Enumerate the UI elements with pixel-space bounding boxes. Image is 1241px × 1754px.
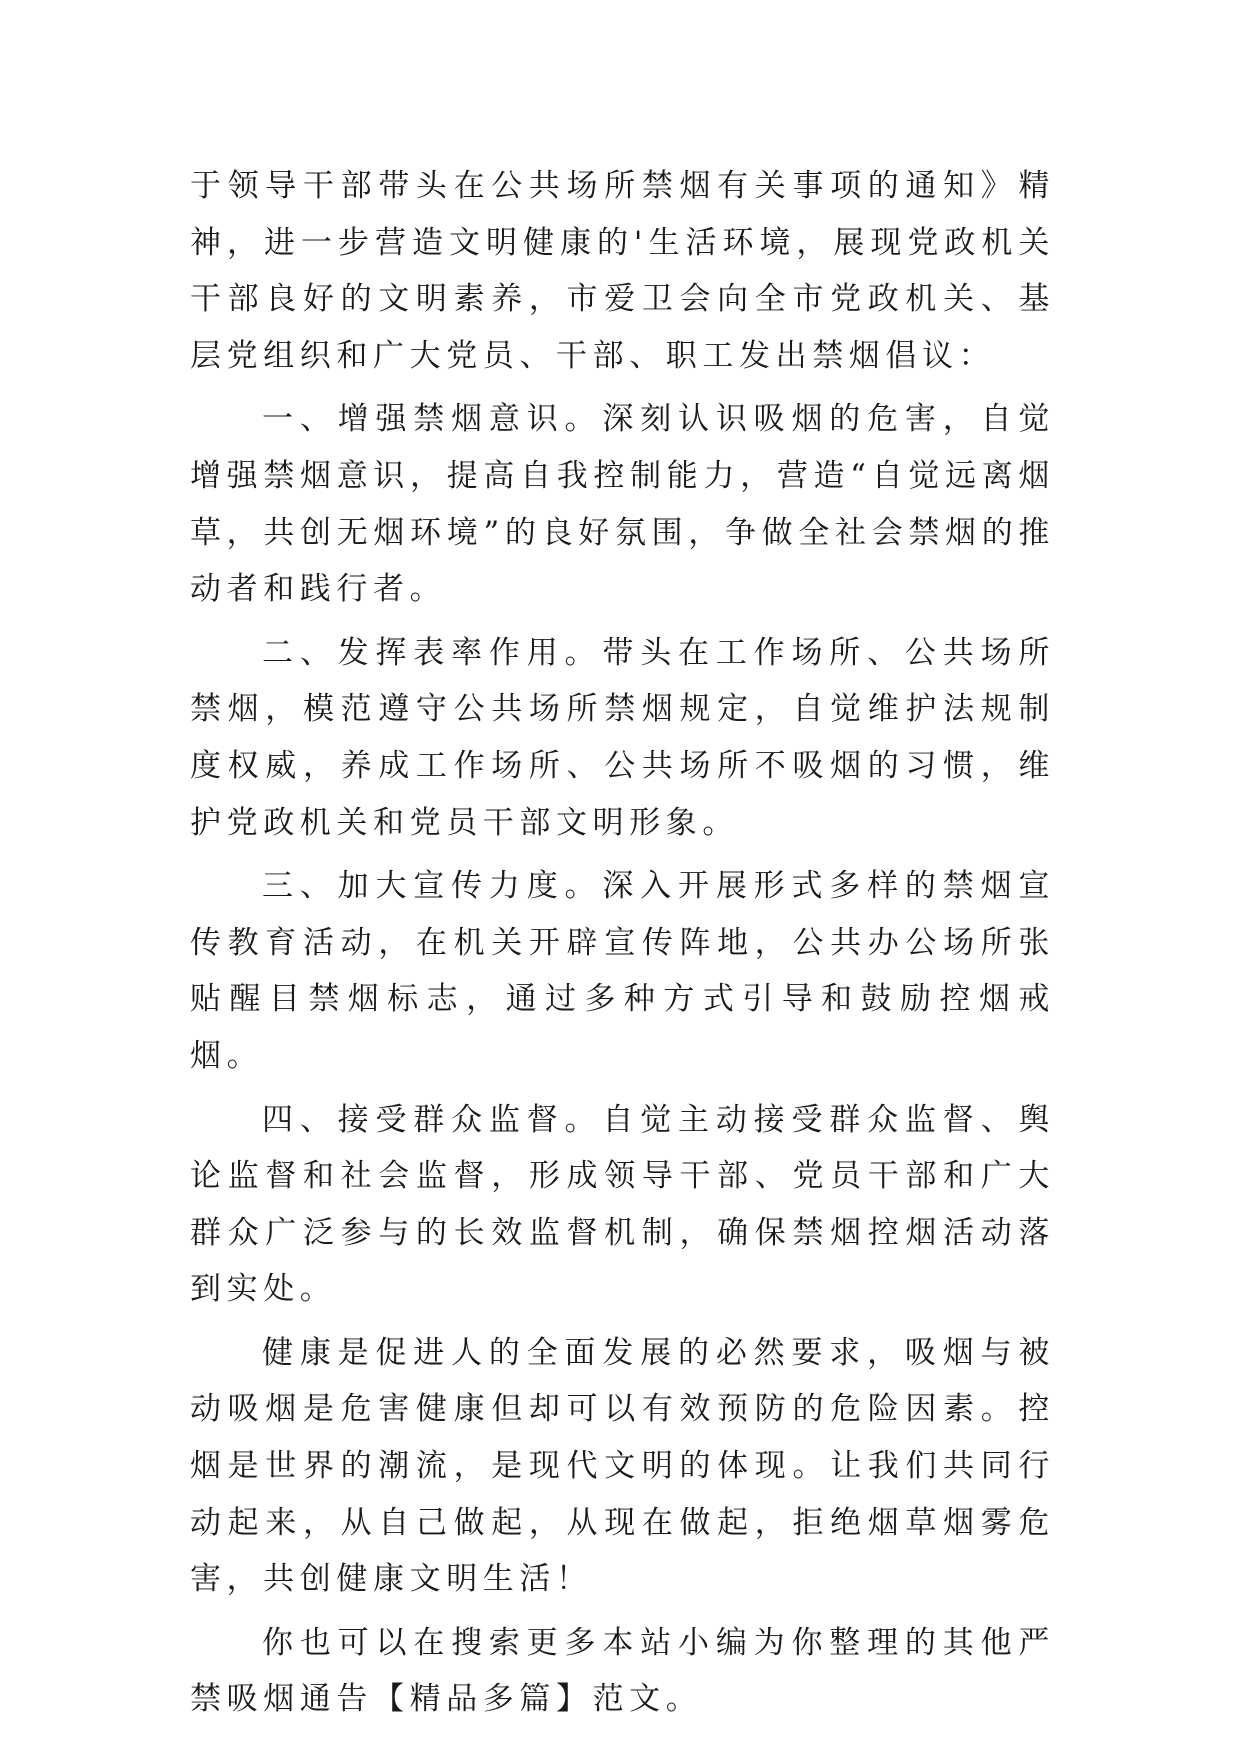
paragraph-footer-note: 你也可以在搜索更多本站小编为你整理的其他严禁吸烟通告【精品多篇】范文。 <box>190 1624 1055 1718</box>
document-body <box>190 158 1055 1728</box>
paragraph-item-3: 三、加大宣传力度。深入开展形式多样的禁烟宣传教育活动，在机关开辟宣传阵地，公共办公场所张贴醒目禁烟标志，通过多种方式引导和鼓励控烟戒烟。 <box>190 868 1055 1074</box>
paragraph-item-2: 二、发挥表率作用。带头在工作场所、公共场所禁烟，模范遵守公共场所禁烟规定，自觉维护法规制度权威，养成工作场所、公共场所不吸烟的习惯，维护党政机关和党员干部文明形象。 <box>190 634 1055 841</box>
paragraph-intro: 于领导干部带头在公共场所禁烟有关事项的通知》精神，进一步营造文明健康的'生活环境，展现党政机关干部良好的文明素养，市爱卫会向全市党政机关、基层党组织和广大党员、干部、职工发出禁烟倡议： <box>190 168 1055 374</box>
paragraph-conclusion: 健康是促进人的全面发展的必然要求，吸烟与被动吸烟是危害健康但却可以有效预防的危险因素。控烟是世界的潮流，是现代文明的体现。让我们共同行动起来，从自己做起，从现在做起，拒绝烟草烟雾危害，共创健康文明生活！ <box>190 1334 1055 1598</box>
paragraph-item-1: 一、增强禁烟意识。深刻认识吸烟的危害，自觉增强禁烟意识，提高自我控制能力，营造“自觉远离烟草，共创无烟环境”的良好氛围，争做全社会禁烟的推动者和践行者。 <box>190 401 1055 608</box>
paragraph-item-4: 四、接受群众监督。自觉主动接受群众监督、舆论监督和社会监督，形成领导干部、党员干部和广大群众广泛参与的长效监督机制，确保禁烟控烟活动落到实处。 <box>190 1101 1055 1308</box>
